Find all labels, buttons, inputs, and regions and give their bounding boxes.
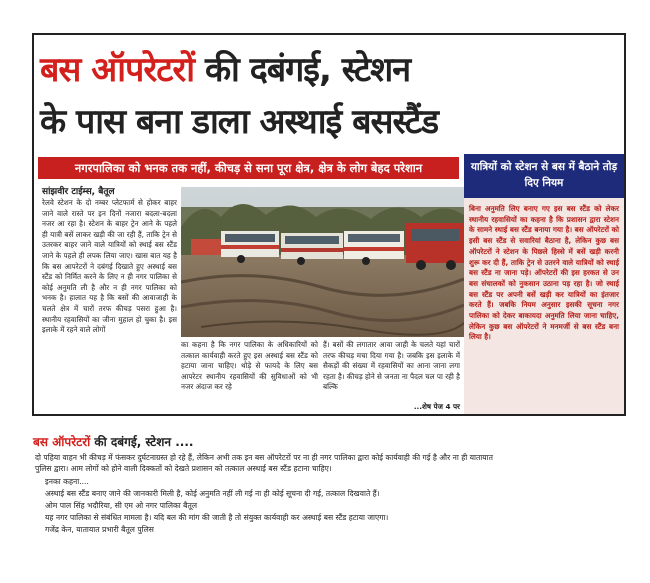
bottom-line-3: इनका कहना.... (45, 477, 89, 486)
headline (40, 45, 620, 147)
bottom-line-5: ओम पाल सिंह भदौरिया, सी एम ओ नगर पालिका बैतूल (45, 501, 197, 510)
subheadline-banner: नगरपालिका को भनक तक नहीं, कीचड़ से सना पूरा क्षेत्र, क्षेत्र के लोग बेहद परेशान (38, 157, 459, 179)
headline-line-1 (40, 45, 620, 95)
article-column-1: रेलवे स्टेशन के दो नम्बर प्लेटफार्म से होकर बाहर जाने वाले रास्ते पर इन दिनों नजारा बदला-बदला नजर आ रहा है। स्टेशन के बाहर ट्रेन आने के पहले ही यात्री बसें लाकर खड़ी की जा रही हैं, ताकि ट्रेन से उतरकर बाहर जाने वाले यात्रियों को स्थाई बस स्टैंड जाने के पहले ही लपक लिया जाए। खास बात यह है कि बस आपरेटरों ने दबंगई दिखाते हुए अस्थाई बस स्टैंड को निर्मित करने के लिए न ही नगर पालिका से कोई अनुमति ली है और न ही नगर पालिका को भनक है। हालात यह है कि बसों की आवाजाही के चलते क्षेत्र में चारों तरफ कीचड़ पसरा हुआ है। स्थानीय रहवासियों का जीना मुहाल हो चुका है। इस इलाके में रहने वाले लोगों (42, 198, 177, 335)
bus-photo (181, 187, 464, 337)
bottom-line-4: अस्थाई बस स्टैंड बनाए जाने की जानकारी मिली है, कोई अनुमति नहीं ली गई ना ही कोई सूचना दी गई, तत्काल दिखवाते हैं। (45, 489, 380, 498)
headline-black-part: की दबंगई, स्टेशन (204, 50, 411, 90)
news-clipping (32, 33, 626, 416)
bottom-line-6: यह नगर पालिका से संबंधित मामला है। यदि बल की मांग की जाती है तो संयुक्त कार्यवाही कर अस्थाई बस स्टैंड हटाया जाएगा। (45, 513, 389, 522)
sidebar-box (464, 198, 624, 414)
bottom-line-2: पुलिस द्वारा। आम लोगों को होने वाली दिक्कतों को देखते प्रशासन को तत्काल अस्थाई बस स्टैंड हटाना चाहिए। (35, 464, 332, 473)
byline: सांझवीर टाईम्स, बैतूल (42, 187, 115, 197)
headline-line-2: के पास बना डाला अस्थाई बसस्टैंड (40, 102, 439, 142)
sidebar-text: बिना अनुमति लिए बनाए गए इस बस स्टैंड को लेकर स्थानीय रहवासियों का कहना है कि प्रशासन द्वारा स्टेशन के सामने स्थाई बस स्टैंड बनाया गया है। बस ऑपरेटरों को इसी बस स्टैंड से सवारियां बैठाना है, लेकिन कुछ बस ऑपरेटरों ने स्टेशन के पिछले हिस्से में बसें खड़ी करनी शुरू कर दी हैं, ताकि ट्रेन से उतरने वाले यात्रियों को स्थाई बस स्टैंड ना जाना पड़े। ऑपरेटरों की इस हरकत से उन बस संचालकों को नुकसान उठाना पड़ रहा है। जो स्थाई बस स्टैंड पर अपनी बसें खड़ी कर यात्रियों का इंतजार करते हैं। जबकि नियम अनुसार इसकी सूचना नगर पालिका को देकर बाकायदा अनुमति लिया जाना चाहिए, लेकिन कुछ बस ऑपरेटरों ने मनमर्जी से बस स्टैंड बना लिया है। (469, 204, 619, 342)
bottom-line-1: दो पहिया वाहन भी कीचड़ में फंसकर दुर्घटनाग्रस्त हो रहे हैं, लेकिन अभी तक इन बस ऑपरेटरों पर ना ही नगर पालिका द्वारा कोई कार्यवाही की गई है और ना ही यातायात (35, 453, 493, 462)
bottom-line-7: गजेंद्र केन, यातायात प्रभारी बैतूल पुलिस (45, 525, 154, 534)
bottom-article-title (33, 433, 193, 450)
headline-red-part: बस ऑपरेटरों (40, 50, 195, 90)
sidebar-title: यात्रियों को स्टेशन से बस में बैठाने तोड़ दिए नियम (464, 154, 624, 198)
bottom-title-black: की दबंगई, स्टेशन .... (94, 435, 194, 449)
bottom-title-red: बस ऑपरेटरों (33, 435, 91, 449)
continued-note: ...शेष पेज 4 पर (413, 402, 460, 411)
article-column-3: हैं। बसों की लगातार आवा जाही के चलते यहां चारों तरफ कीचड़ मचा दिया गया है। जबकि इस इलाके में सैकड़ों की संख्या में रहवासियों का आना जाना लगा रहता है। कीचड़ होने से जनता ना पैदल चल पा रही है बल्कि (323, 340, 460, 392)
article-column-2: का कहना है कि नगर पालिका के अधिकारियों को तत्काल कार्यवाही करते हुए इस अस्थाई बस स्टैंड को हटाया जाना चाहिए। थोड़े से फायदे के लिए बस आपरेटर स्थानीय रहवासियों की सुविधाओं को भी नजर अंदाज कर रहे (181, 340, 318, 392)
